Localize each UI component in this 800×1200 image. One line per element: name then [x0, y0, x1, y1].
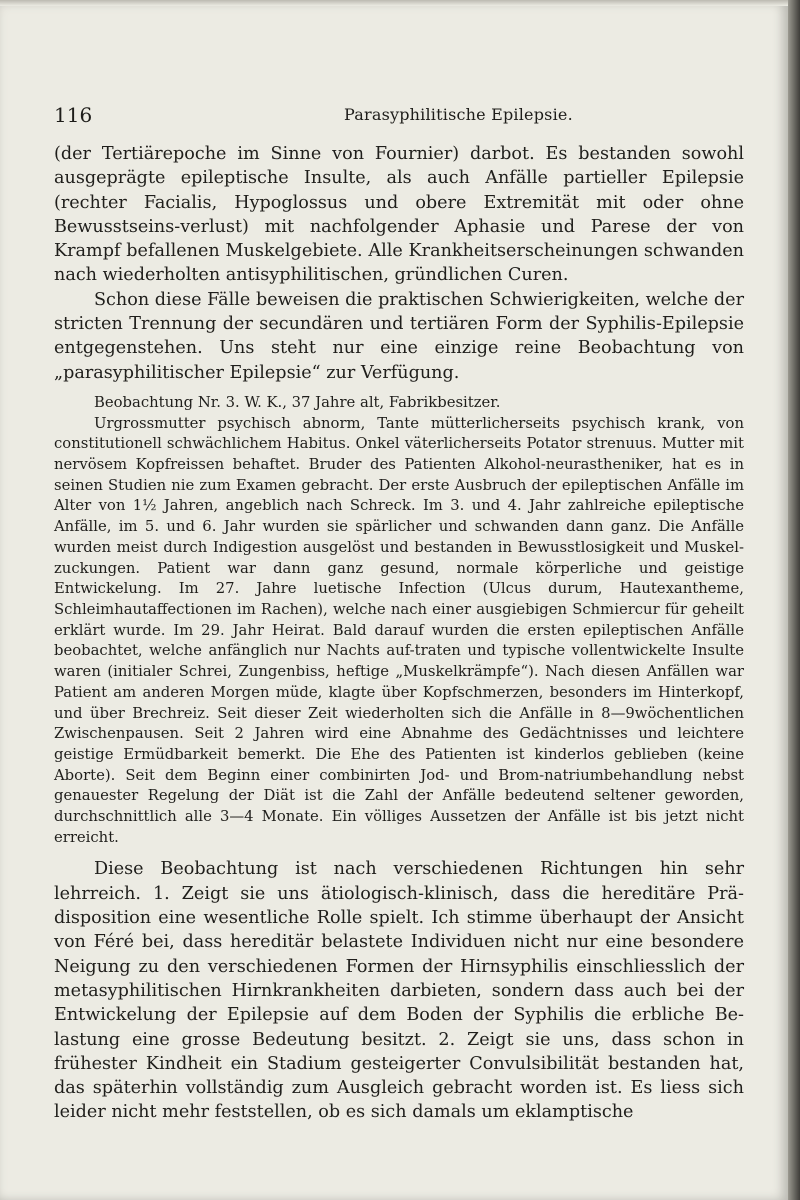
- page-binding-edge: [788, 0, 800, 1200]
- observation-title: Beobachtung Nr. 3. W. K., 37 Jahre alt, Fabrikbesitzer.: [94, 393, 501, 411]
- running-title: Parasyphilitische Epilepsie.: [344, 105, 573, 124]
- page-top-shadow: [0, 0, 788, 6]
- paragraph-1: (der Tertiärepoche im Sinne von Fournier) darbot. Es bestanden sowohl ausgeprägte epileptische Insulte, als auch Anfälle partieller Epilepsie (rechter Facialis, Hypoglossus und obere Extremität mit oder ohne Bewusstseins-verlust) mit nachfolgender Aphasie und Parese der von Krampf befallenen Muskelgebiete. Alle Krankheitserscheinungen schwanden nach wiederholten antisyphilitischen, gründlichen Curen.: [54, 144, 744, 286]
- page-body: [54, 142, 744, 1125]
- paragraph-2: Schon diese Fälle beweisen die praktischen Schwierigkeiten, welche der stricten Trennung der secundären und tertiären Form der Syphilis-Epilepsie entgegenstehen. Uns steht nur eine einzige reine Beobachtung von „parasyphilitischer Epilepsie“ zur Verfügung.: [54, 289, 744, 383]
- page-header: [54, 103, 744, 129]
- observation-text: Urgrossmutter psychisch abnorm, Tante mütterlicherseits psychisch krank, von constitutionell schwächlichem Habitus. Onkel väterlicherseits Potator strenuus. Mutter mit nervösem Kopfreissen behaftet. Bruder des Patienten Alkohol-neurastheniker, hat es in seinen Studien nie zum Examen gebracht. Der erste Ausbruch der epileptischen Anfälle im Alter von 1½ Jahren, angeblich nach Schreck. Im 3. und 4. Jahr zahlreiche epileptische Anfälle, im 5. und 6. Jahr wurden sie spärlicher und schwanden dann ganz. Die Anfälle wurden meist durch Indigestion ausgelöst und bestanden in Bewusstlosigkeit und Muskel-zuckungen. Patient war dann ganz gesund, normale körperliche und geistige Entwickelung. Im 27. Jahre luetische Infection (Ulcus durum, Hautexantheme, Schleimhautaffectionen im Rachen), welche nach einer ausgiebigen Schmiercur für geheilt erklärt wurde. Im 29. Jahr Heirat. Bald darauf wurden die ersten epileptischen Anfälle beobachtet, welche anfänglich nur Nachts auf-traten und typische vollentwickelte Insulte waren (initialer Schrei, Zungenbiss, heftige „Muskelkrämpfe“). Nach diesen Anfällen war Patient am anderen Morgen müde, klagte über Kopfschmerzen, besonders im Hinterkopf, und über Brechreiz. Seit dieser Zeit wiederholten sich die Anfälle in 8—9wöchentlichen Zwischenpausen. Seit 2 Jahren wird eine Abnahme des Gedächtnisses und leichtere geistige Ermüdbarkeit bemerkt. Die Ehe des Patienten ist kinderlos geblieben (keine Aborte). Seit dem Beginn einer combinirten Jod- und Brom-natriumbehandlung nebst genauester Regelung der Diät ist die Zahl der Anfälle bedeutend seltener geworden, durchschnittlich alle 3—4 Monate. Ein völliges Aussetzen der Anfälle ist bis jetzt nicht erreicht.: [54, 414, 744, 846]
- paragraph-3: Diese Beobachtung ist nach verschiedenen Richtungen hin sehr lehrreich. 1. Zeigt sie uns ätiologisch-klinisch, dass die hereditäre Prä-disposition eine wesentliche Rolle spielt. Ich stimme überhaupt der Ansicht von Féré bei, dass hereditär belastete Individuen nicht nur eine besondere Neigung zu den verschiedenen Formen der Hirnsyphilis einschliesslich der metasyphilitischen Hirnkrankheiten darbieten, sondern dass auch bei der Entwickelung der Epilepsie auf dem Boden der Syphilis die erbliche Be-lastung eine grosse Bedeutung besitzt. 2. Zeigt sie uns, dass schon in frühester Kindheit ein Stadium gesteigerter Convulsibilität bestanden hat, das späterhin vollständig zum Ausgleich gebracht worden ist. Es liess sich leider nicht mehr feststellen, ob es sich damals um eklamptische: [54, 859, 744, 1123]
- page-number: 116: [54, 103, 93, 127]
